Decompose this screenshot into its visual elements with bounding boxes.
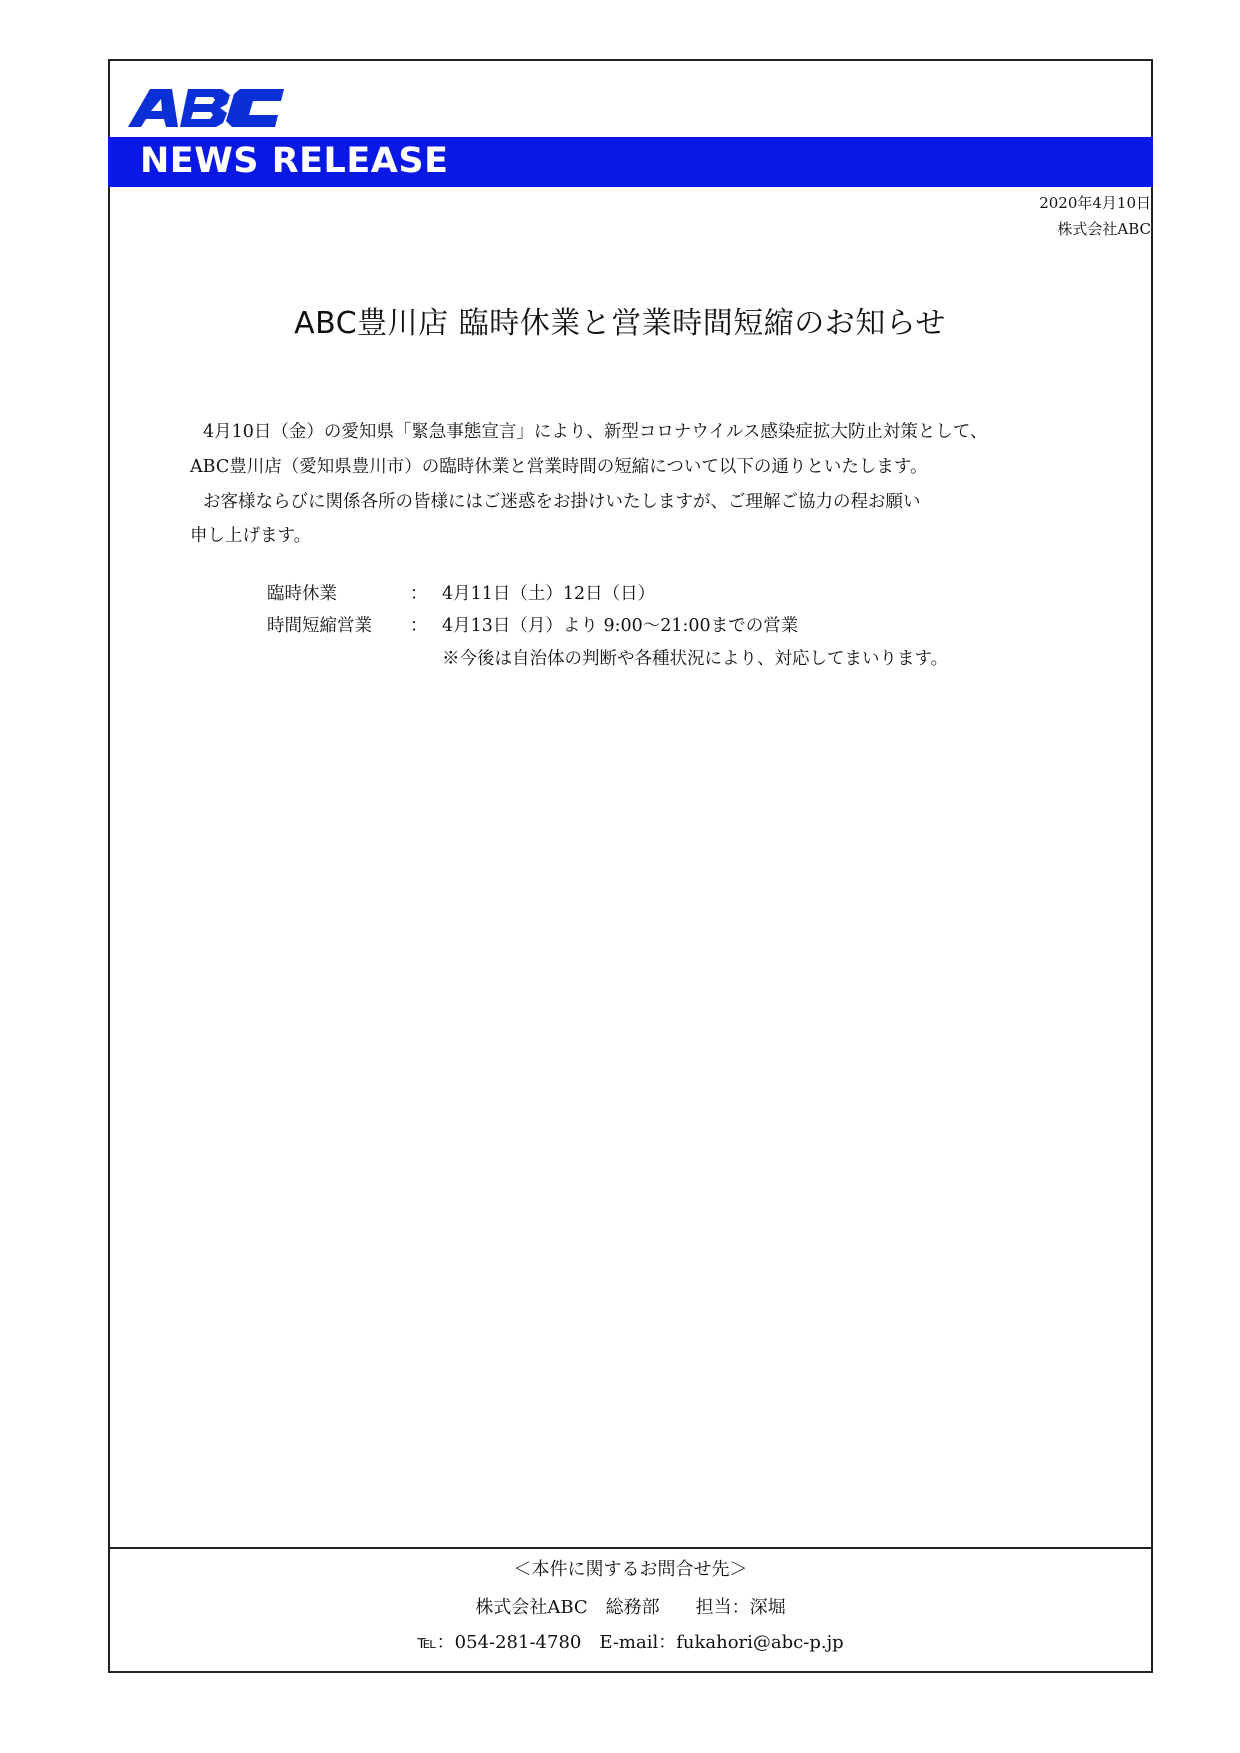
page-title: ABC豊川店 臨時休業と営業時間短縮のお知らせ [294, 306, 946, 341]
body-paragraph-1-line-1: 4月10日（金）の愛知県「緊急事態宣言」により、新型コロナウイルス感染症拡大防止対策として、 [203, 422, 988, 442]
schedule-colon: ： [410, 584, 428, 604]
schedule-label-short-hours: 時間短縮営業 [267, 616, 372, 636]
company-name: 株式会社ABC [1057, 220, 1151, 238]
body-paragraph-2-line-2: 申し上げます。 [190, 526, 312, 546]
body-paragraph-1-line-2: ABC豊川店（愛知県豊川市）の臨時休業と営業時間の短縮について以下の通りといたします。 [190, 457, 928, 477]
footer-contact: 株式会社ABC 総務部 担当：深堀 [475, 1597, 786, 1618]
release-meta [1039, 190, 1151, 242]
schedule-label-closure: 臨時休業 [267, 584, 337, 604]
schedule-note: ※今後は自治体の判断や各種状況により、対応してまいります。 [442, 649, 949, 669]
footer-divider [108, 1547, 1153, 1549]
schedule-value-short-hours: 4月13日（月）より 9:00～21:00までの営業 [442, 616, 799, 636]
release-date: 2020年4月10日 [1039, 194, 1151, 212]
schedule-colon: ： [410, 616, 428, 636]
footer-tel-email: ℡：054-281-4780 E-mail：fukahori@abc-p.jp [417, 1632, 844, 1653]
schedule-value-closure: 4月11日（土）12日（日） [442, 584, 656, 604]
footer-heading: ＜本件に関するお問合せ先＞ [513, 1559, 748, 1580]
abc-logo [128, 89, 284, 127]
body-paragraph-2-line-1: お客様ならびに関係各所の皆様にはご迷惑をお掛けいたしますが、ご理解ご協力の程お願い [203, 492, 921, 512]
banner-title: NEWS RELEASE [140, 141, 449, 181]
